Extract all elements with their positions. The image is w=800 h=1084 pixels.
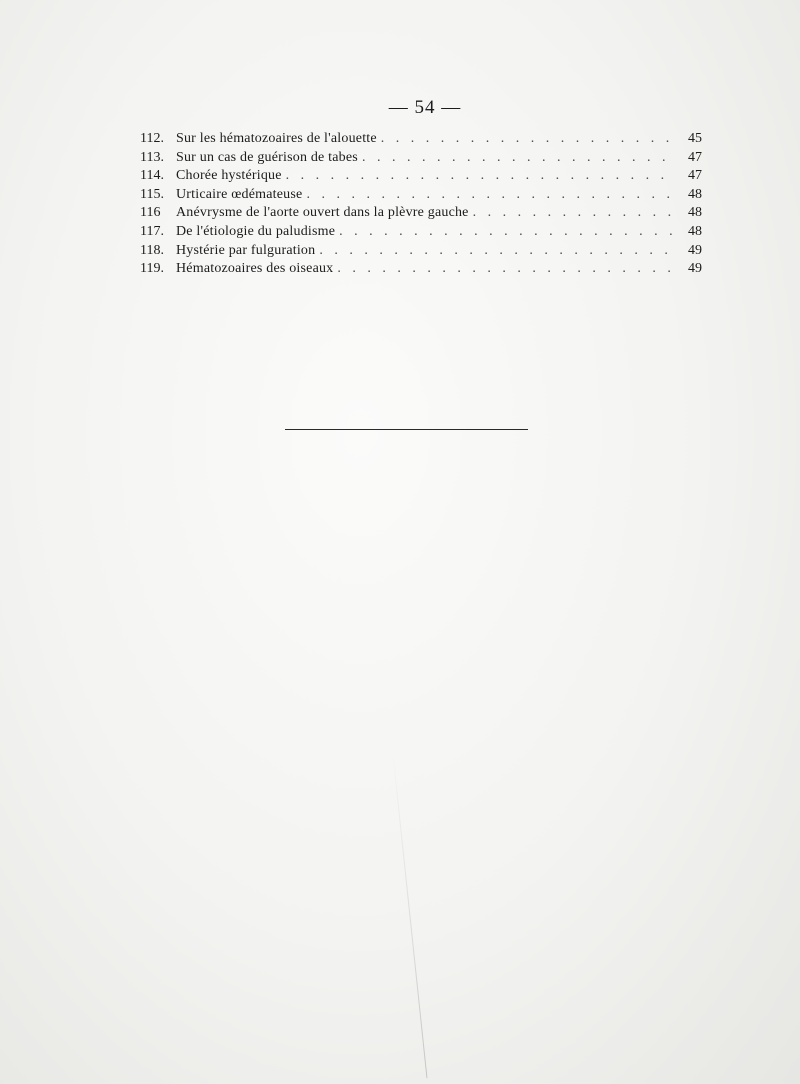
toc-entry [140,223,702,242]
toc-entry [140,204,702,223]
dot-leader [339,223,674,242]
dot-leader [337,260,674,279]
entry-number: 112. [140,131,164,146]
entry-title: Hématozoaires des oiseaux [176,261,334,277]
entry-title: De l'étiologie du paludisme [176,223,336,239]
entry-title: Anévrysme de l'aorte ouvert dans la plèvre gauche [176,205,469,221]
dot-leader [473,204,674,223]
table-of-contents [140,130,702,279]
entry-number: 119. [140,261,164,277]
entry-number: 113. [140,149,164,165]
entry-number: 116 [140,205,161,221]
entry-page: 45 [688,131,702,146]
toc-entry [140,242,702,261]
entry-number: 118. [140,242,164,258]
entry-title: Hystérie par fulguration [176,242,316,258]
entry-number: 114. [140,168,164,184]
page-number: — 54 — [388,97,462,118]
scan-artifact-line [392,750,427,1078]
toc-entry [140,260,702,279]
dot-leader [362,149,674,168]
toc-entry [140,186,702,205]
entry-page: 48 [688,186,702,202]
entry-title: Urticaire œdémateuse [176,186,303,202]
toc-entry [140,167,702,186]
toc-entry [140,149,702,168]
entry-number: 115. [140,186,164,202]
end-rule-divider [285,429,528,430]
entry-title: Sur les hématozoaires de l'alouette [176,131,377,146]
entry-page: 49 [688,261,702,277]
entry-title: Sur un cas de guérison de tabes [176,149,358,165]
dot-leader [319,242,674,261]
entry-page: 48 [688,205,702,221]
entry-page: 47 [688,168,702,184]
dot-leader [306,186,674,205]
dot-leader [286,167,674,186]
toc-entry [140,130,702,149]
entry-number: 117. [140,223,164,239]
entry-page: 49 [688,242,702,258]
dot-leader [381,130,674,149]
entry-page: 47 [688,149,702,165]
entry-title: Chorée hystérique [176,168,282,184]
entry-page: 48 [688,223,702,239]
